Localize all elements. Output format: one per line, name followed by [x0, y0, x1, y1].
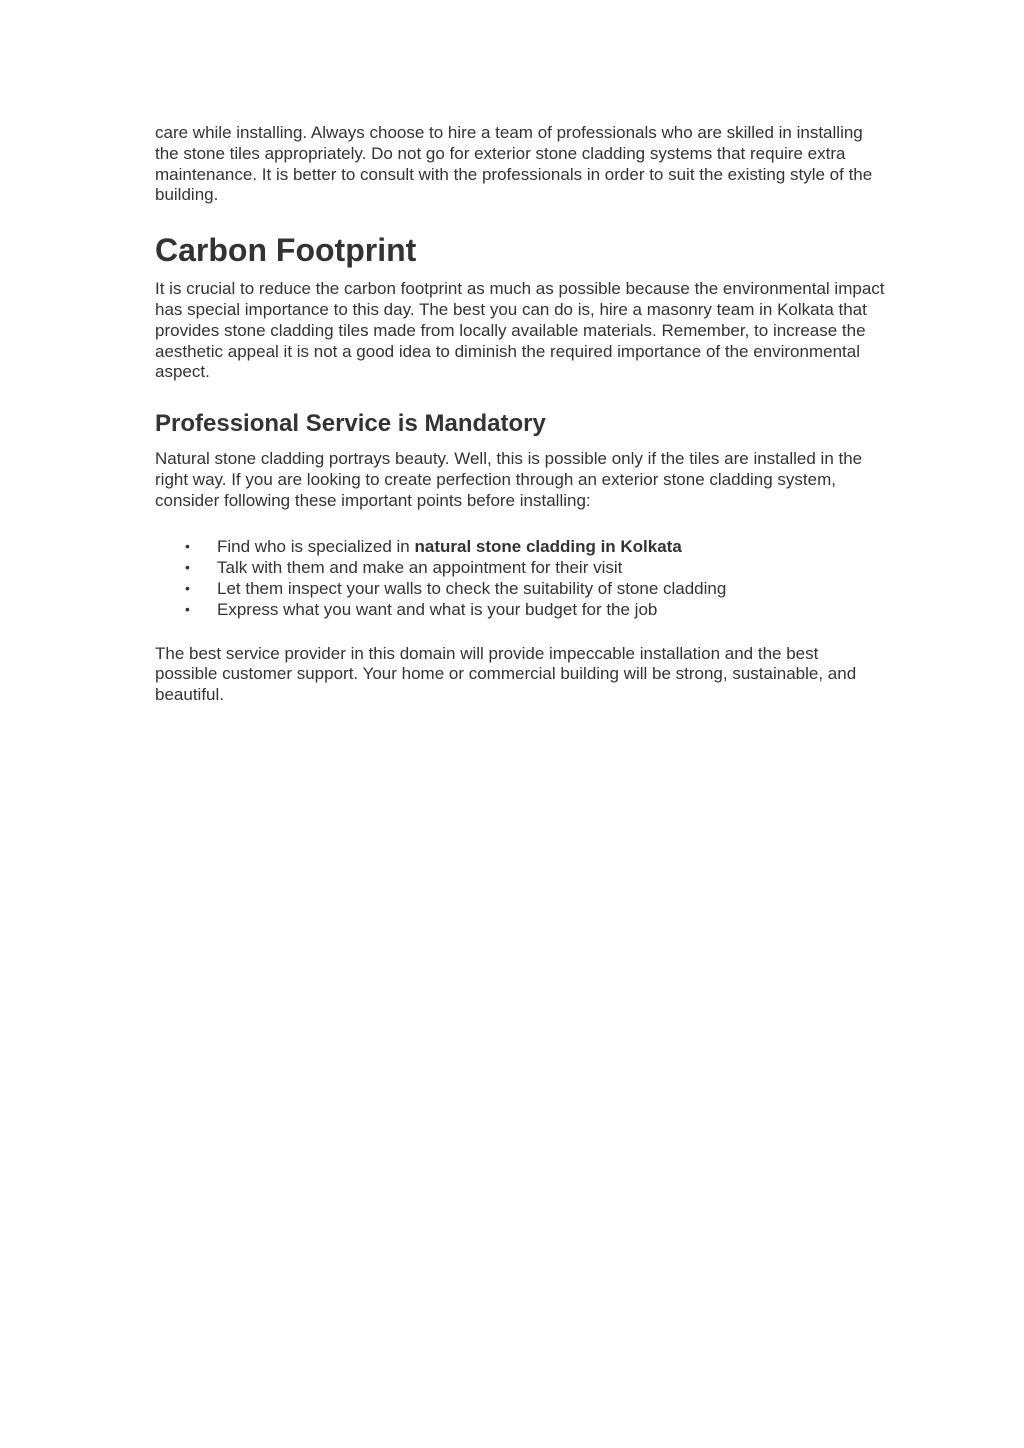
list-item	[185, 536, 885, 557]
carbon-footprint-paragraph: It is crucial to reduce the carbon footprint as much as possible because the environmental impact has special importance to this day. The best you can do is, hire a masonry team in Kolkata that provides stone cladding tiles made from locally available materials. Remember, to increase the aesthetic appeal it is not a good idea to diminish the required importance of the environmental aspect.	[155, 279, 885, 382]
document-page	[155, 123, 885, 706]
list-item-text: Express what you want and what is your budget for the job	[217, 599, 658, 619]
bullet-icon: •	[185, 558, 190, 575]
installation-steps-list	[155, 536, 885, 620]
list-item-bold-text: natural stone cladding in Kolkata	[414, 536, 682, 556]
list-item	[185, 599, 885, 620]
intro-paragraph: care while installing. Always choose to hire a team of professionals who are skilled in installing the stone tiles appropriately. Do not go for exterior stone cladding systems that require extra maintenance. It is better to consult with the professionals in order to suit the existing style of the building.	[155, 123, 873, 205]
professional-service-paragraph: Natural stone cladding portrays beauty. Well, this is possible only if the tiles are installed in the right way. If you are looking to create perfection through an exterior stone cladding system, consider following these important points before installing:	[155, 449, 863, 510]
list-item-text: Talk with them and make an appointment for their visit	[217, 557, 623, 577]
professional-service-heading: Professional Service is Mandatory	[155, 410, 546, 438]
carbon-footprint-heading: Carbon Footprint	[155, 232, 417, 269]
list-item-text: Let them inspect your walls to check the suitability of stone cladding	[217, 578, 727, 598]
list-item	[185, 578, 885, 599]
list-item-text: Find who is specialized in	[217, 536, 415, 556]
bullet-icon: •	[185, 600, 190, 617]
bullet-icon: •	[185, 579, 190, 596]
closing-paragraph: The best service provider in this domain will provide impeccable installation and the best possible customer support. Your home or commercial building will be strong, sustainable, and beautiful.	[155, 643, 857, 705]
bullet-icon: •	[185, 537, 190, 554]
list-item	[185, 557, 885, 578]
